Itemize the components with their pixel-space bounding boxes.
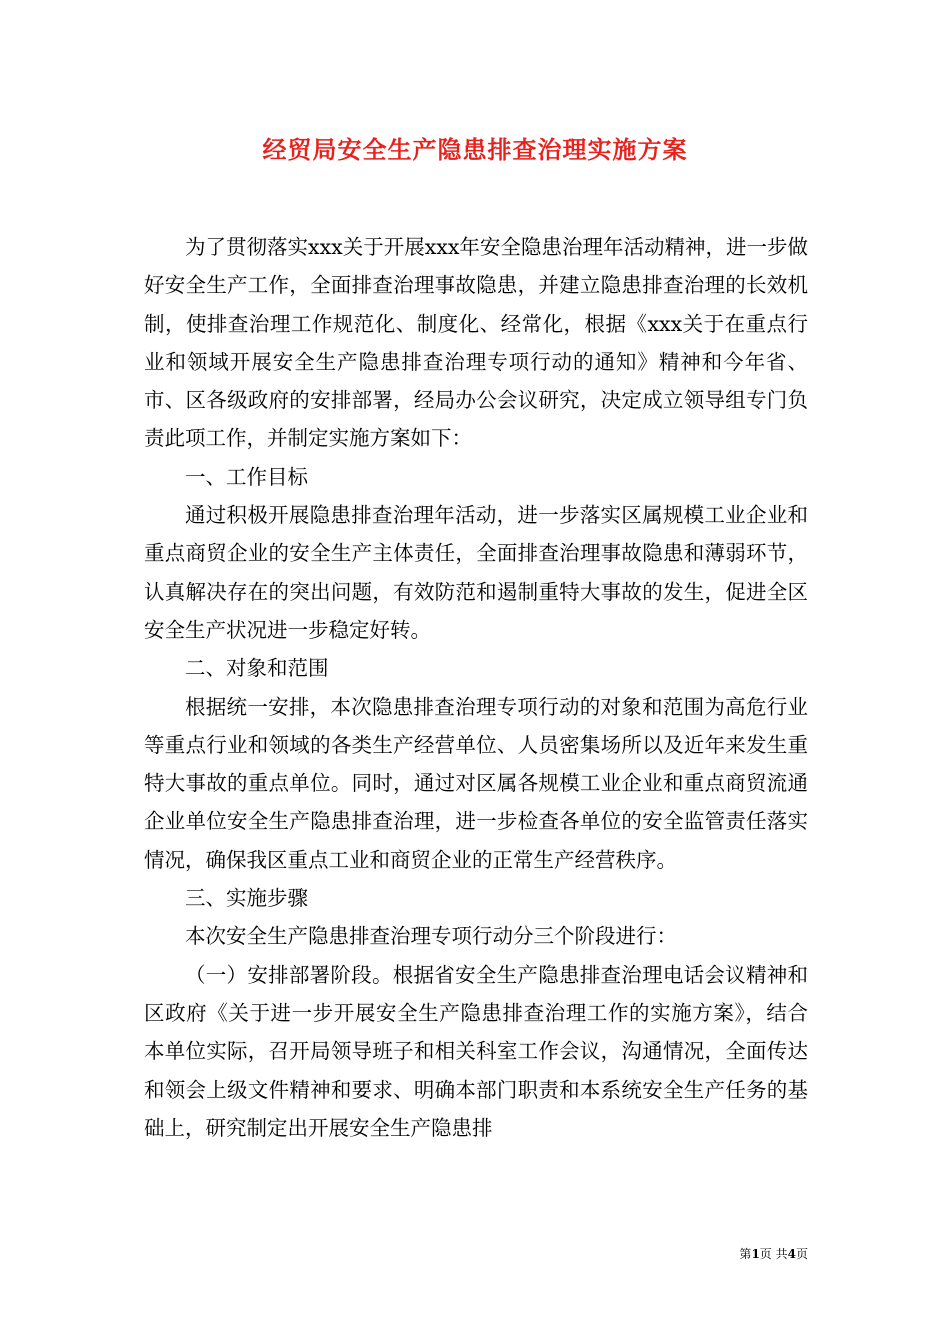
steps-intro-paragraph: 本次安全生产隐患排查治理专项行动分三个阶段进行：	[185, 924, 677, 949]
goals-paragraph: 通过积极开展隐患排查治理年活动，进一步落实区属规模工业企业和重点商贸企业的安全生产主体责任，全面排查治理事故隐患和薄弱环节，认真解决存在的突出问题，有效防范和遏制重特大事故的发生，促进全区安全生产状况进一步稳定好转。	[144, 503, 808, 642]
section-heading-scope: 二、对象和范围	[185, 656, 329, 681]
scope-paragraph: 根据统一安排，本次隐患排查治理专项行动的对象和范围为高危行业等重点行业和领域的各类生产经营单位、人员密集场所以及近年来发生重特大事故的重点单位。同时，通过对区属各规模工业企业和重点商贸流通企业单位安全生产隐患排查治理，进一步检查各单位的安全监管责任落实情况，确保我区重点工业和商贸企业的正常生产经营秩序。	[144, 694, 808, 872]
intro-paragraph: 为了贯彻落实xxx关于开展xxx年安全隐患治理年活动精神，进一步做好安全生产工作，全面排查治理事故隐患，并建立隐患排查治理的长效机制，使排查治理工作规范化、制度化、经常化，根据《xxx关于在重点行业和领域开展安全生产隐患排查治理专项行动的通知》精神和今年省、市、区各级政府的安排部署，经局办公会议研究，决定成立领导组专门负责此项工作，并制定实施方案如下：	[144, 235, 808, 451]
document-title: 经贸局安全生产隐患排查治理实施方案	[262, 135, 688, 164]
total-page-number: 4	[787, 1247, 796, 1261]
page-number-footer	[690, 1245, 808, 1263]
page-suffix: 页	[795, 1247, 808, 1261]
page-prefix: 第	[739, 1247, 752, 1261]
section-heading-goals: 一、工作目标	[185, 464, 308, 489]
steps-phase-one-paragraph: （一）安排部署阶段。根据省安全生产隐患排查治理电话会议精神和区政府《关于进一步开展安全生产隐患排查治理工作的实施方案》，结合本单位实际，召开局领导班子和相关科室工作会议，沟通情况，全面传达和领会上级文件精神和要求、明确本部门职责和本系统安全生产任务的基础上，研究制定出开展安全生产隐患排	[144, 962, 808, 1140]
section-heading-steps: 三、实施步骤	[185, 886, 308, 911]
current-page-number: 1	[751, 1247, 760, 1261]
document-body	[144, 228, 808, 1147]
page-middle: 页 共	[759, 1247, 788, 1261]
